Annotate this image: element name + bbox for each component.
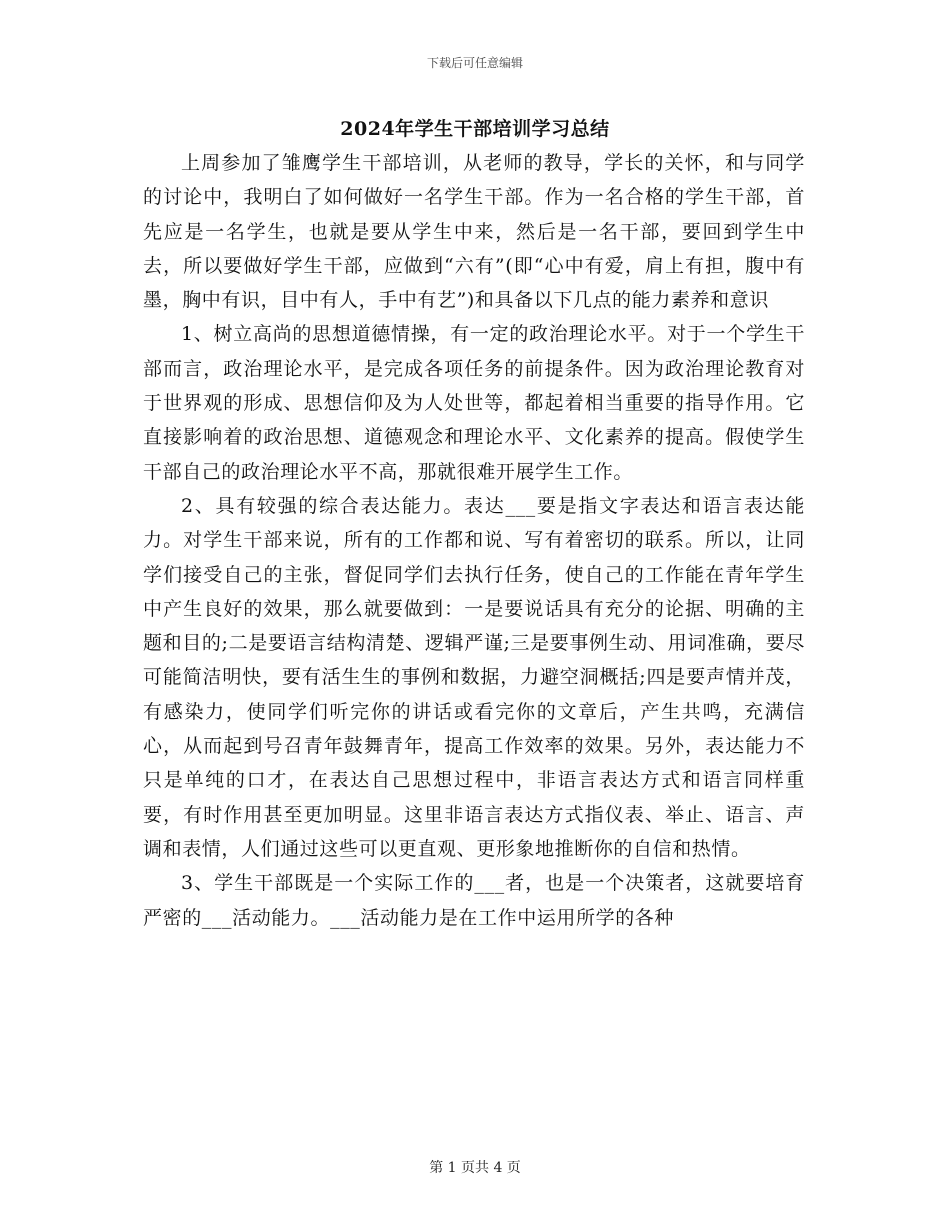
page-number: 第 1 页共 4 页 <box>429 1160 521 1176</box>
paragraph-point-1: 1、树立高尚的思想道德情操，有一定的政治理论水平。对于一个学生干部而言，政治理论水平，是完成各项任务的前提条件。因为政治理论教育对于世界观的形成、思想信仰及为人处世等，都起着相当重要的指导作用。它直接影响着的政治思想、道德观念和理论水平、文化素养的提高。假使学生干部自己的政治理论水平不高，那就很难开展学生工作。 <box>143 323 805 483</box>
paragraph-intro: 上周参加了雏鹰学生干部培训，从老师的教导，学长的关怀，和与同学的讨论中，我明白了如何做好一名学生干部。作为一名合格的学生干部，首先应是一名学生，也就是要从学生中来，然后是一名干部，要回到学生中去，所以要做好学生干部，应做到“六有”(即“心中有爱，肩上有担，腹中有墨，胸中有识，目中有人，手中有艺”)和具备以下几点的能力素养和意识 <box>143 152 805 312</box>
paragraph-point-2: 2、具有较强的综合表达能力。表达___要是指文字表达和语言表达能力。对学生干部来说，所有的工作都和说、写有着密切的联系。所以，让同学们接受自己的主张，督促同学们去执行任务，使自己的工作能在青年学生中产生良好的效果，那么就要做到：一是要说话具有充分的论据、明确的主题和目的;二是要语言结构清楚、逻辑严谨;三是要事例生动、用词准确，要尽可能简洁明快，要有活生生的事例和数据，力避空洞概括;四是要声情并茂，有感染力，使同学们听完你的讲话或看完你的文章后，产生共鸣，充满信心，从而起到号召青年鼓舞青年，提高工作效率的效果。另外，表达能力不只是单纯的口才，在表达自己思想过程中，非语言表达方式和语言同样重要，有时作用甚至更加明显。这里非语言表达方式指仪表、举止、语言、声调和表情，人们通过这些可以更直观、更形象地推断你的自信和热情。 <box>143 494 805 860</box>
paragraph-point-3: 3、学生干部既是一个实际工作的___者，也是一个决策者，这就要培育严密的___活动能力。___活动能力是在工作中运用所学的各种 <box>143 872 805 929</box>
header-note: 下载后可任意编辑 <box>426 56 523 70</box>
document-body <box>143 146 805 935</box>
document-title: 2024年学生干部培训学习总结 <box>340 118 610 140</box>
